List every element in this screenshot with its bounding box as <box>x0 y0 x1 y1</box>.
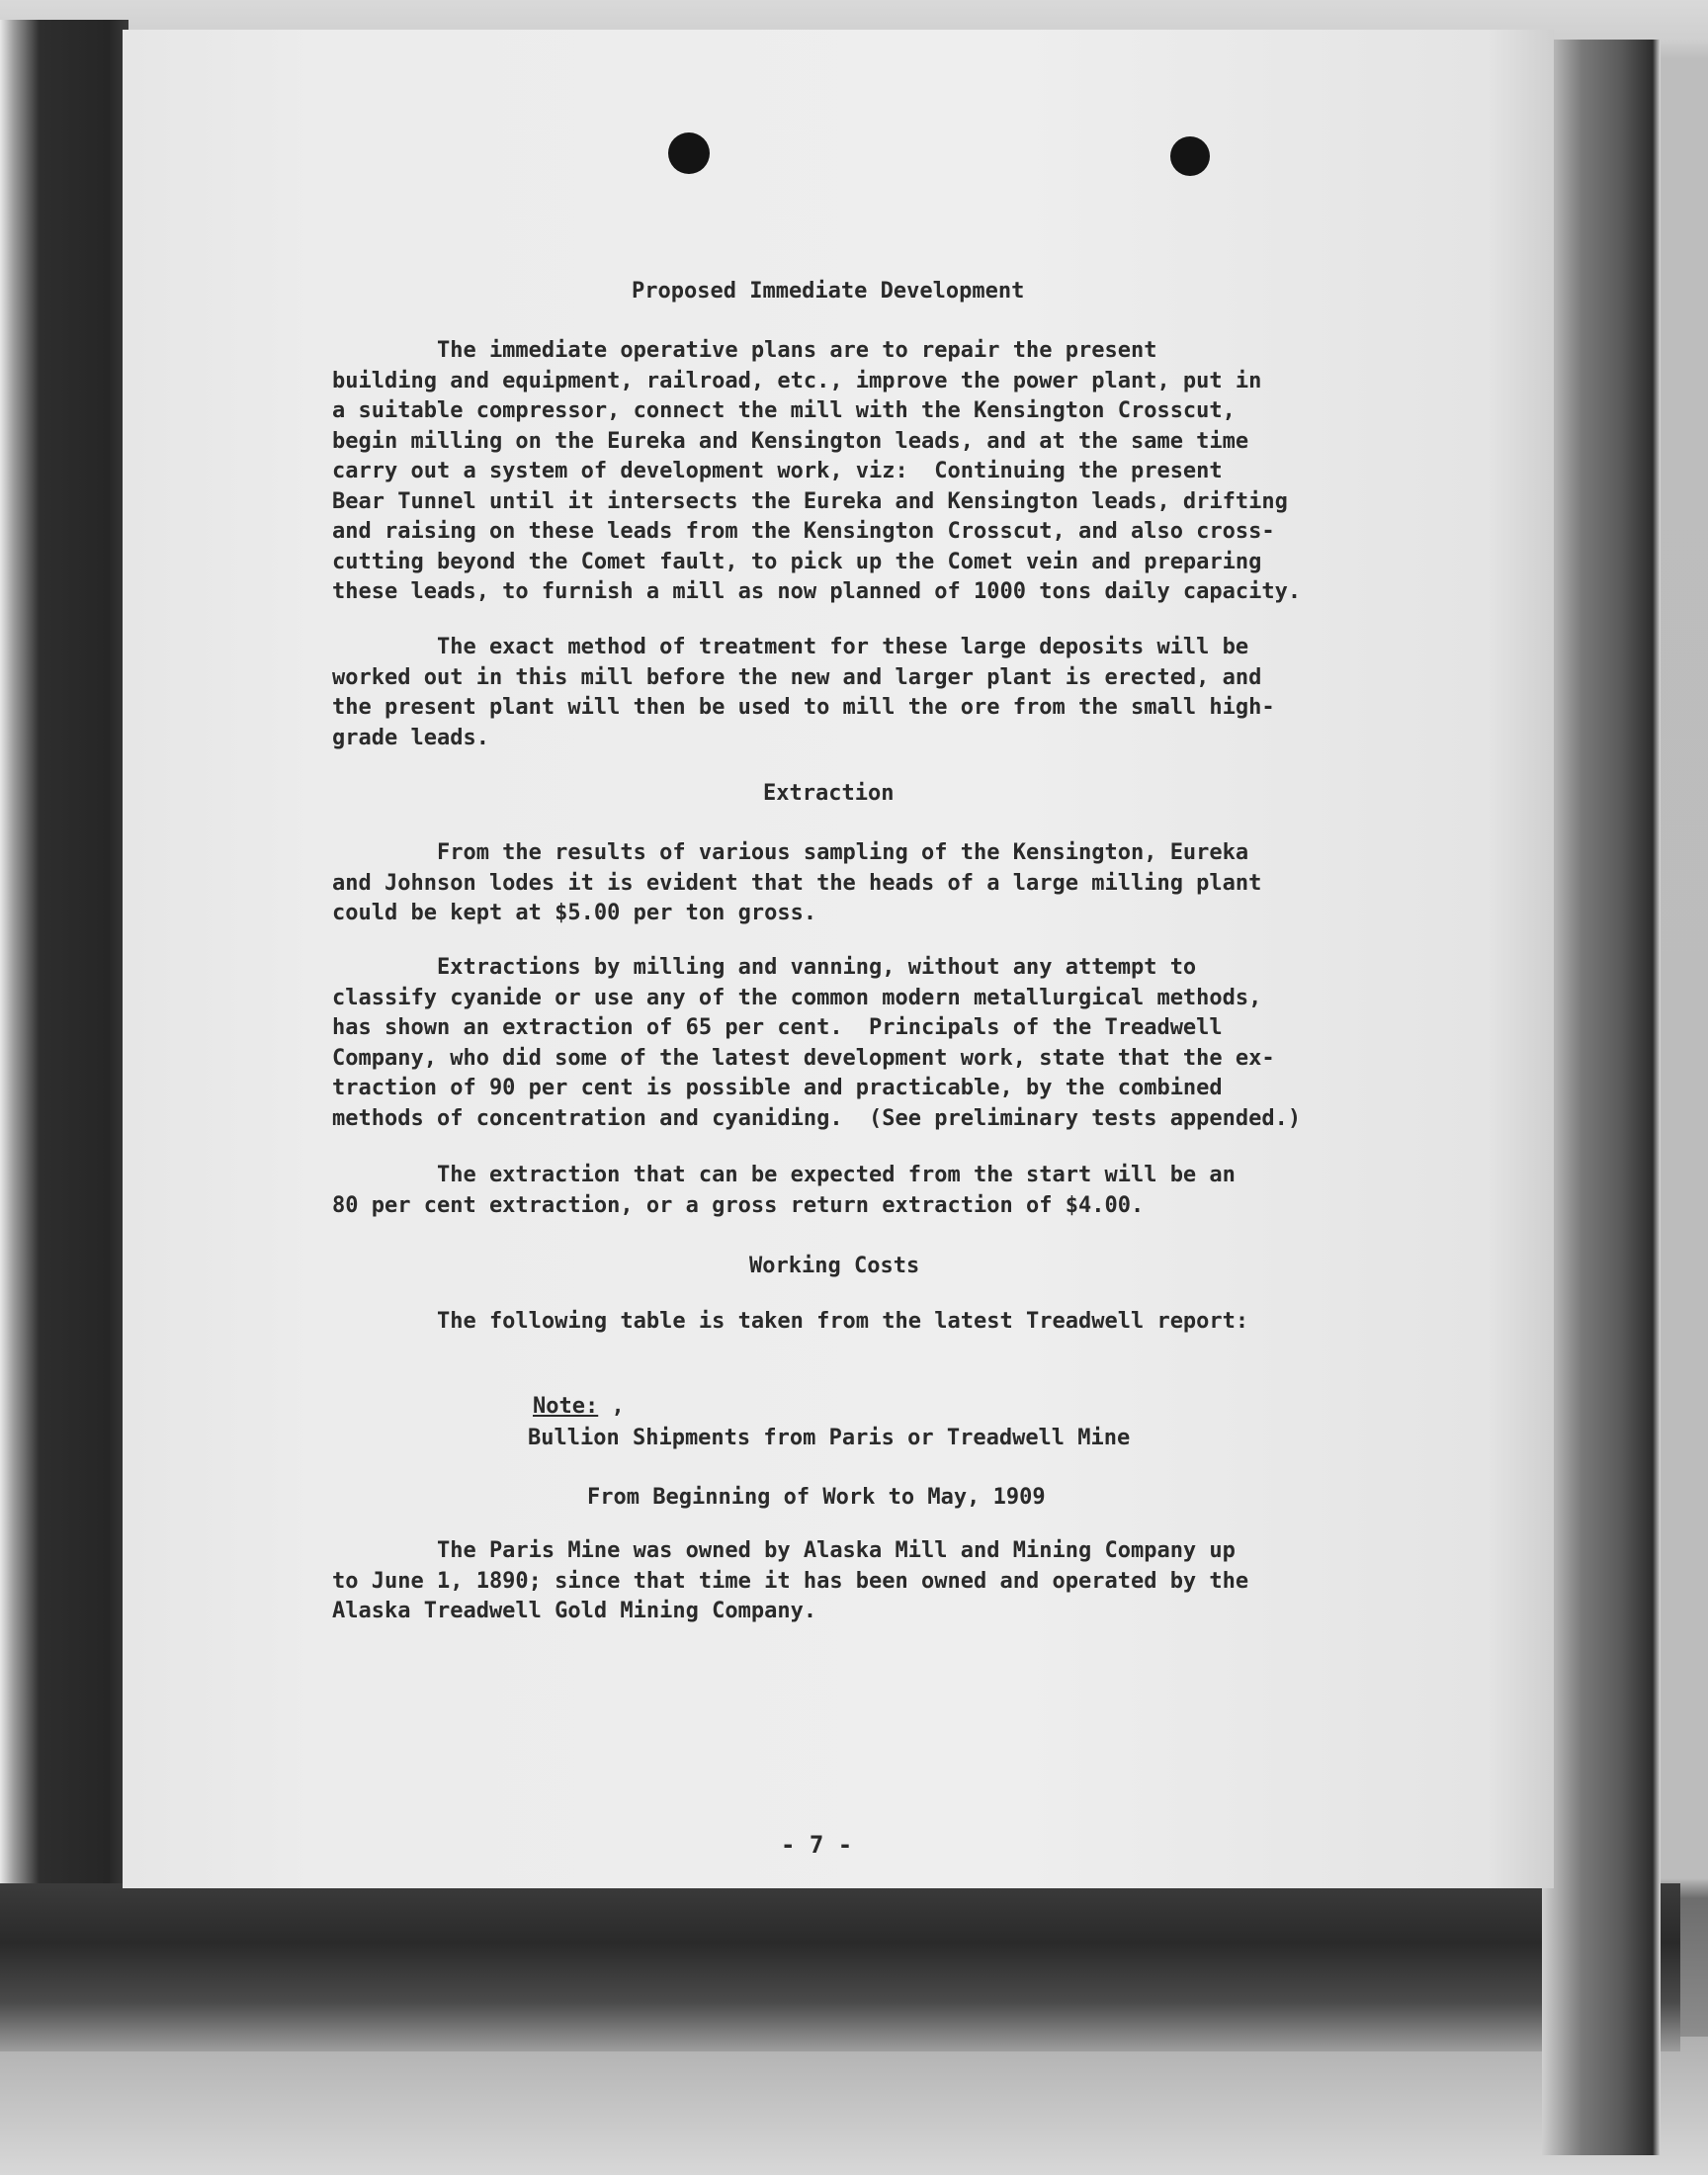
bullion-shipments-subtitle: From Beginning of Work to May, 1909 <box>587 1485 1046 1510</box>
page-number: - 7 - <box>781 1831 853 1859</box>
paragraph-sampling-results: From the results of various sampling of the Kensington, Eureka and Johnson lodes it is evident that the heads of a large milling plant could be kept at $5.00 per ton gross. <box>332 840 1262 925</box>
scanner-right-edge <box>1542 40 1661 2155</box>
note-trailing-mark: , <box>598 1394 625 1419</box>
scanner-bottom-edge <box>0 1883 1680 2051</box>
scanner-left-edge <box>0 20 128 2037</box>
heading-working-costs: Working Costs <box>749 1254 920 1278</box>
paragraph-treatment-method: The exact method of treatment for these large deposits will be worked out in this mill before the new and larger plant is erected, and the present plant will then be used to mill the ore from the small high- grade leads. <box>332 635 1275 750</box>
heading-proposed-development: Proposed Immediate Development <box>632 279 1025 304</box>
paragraph-extraction-rates: Extractions by milling and vanning, without any attempt to classify cyanide or use any of the common modern metallurgical methods, has shown an extraction of 65 per cent. Principals of the Treadwell Company, who did some of the latest development work, state that the ex- traction of 90 per cent is possible and practicable, by the combined methods of concentration and cyaniding. (See preliminary tests appended.) <box>332 955 1302 1131</box>
punch-hole-left <box>668 132 710 174</box>
note-label: Note: <box>532 1394 599 1419</box>
document-page <box>123 30 1554 1888</box>
paragraph-paris-mine: The Paris Mine was owned by Alaska Mill and Mining Company up to June 1, 1890; since that time it has been owned and operated by the Alaska Treadwell Gold Mining Company. <box>332 1538 1249 1623</box>
paragraph-expected-extraction: The extraction that can be expected from the start will be an 80 per cent extraction, or a gross return extraction of $4.00. <box>332 1163 1236 1218</box>
heading-extraction: Extraction <box>763 781 895 806</box>
bullion-shipments-title: Bullion Shipments from Paris or Treadwell Mine <box>528 1426 1131 1450</box>
paragraph-operative-plans: The immediate operative plans are to repair the present building and equipment, railroad, etc., improve the power plant, put in a suitable compressor, connect the mill with the Kensington Crosscut, begin milling on the Eureka and Kensington leads, and at the same time carry out a system of development work, viz: Continuing the present Bear Tunnel until it intersects the Eureka and Kensington leads, drifting and raising on these leads from the Kensington Crosscut, and also cross- cutting beyond the Comet fault, to pick up the Comet vein and preparing these leads, to furnish a mill as now planned of 1000 tons daily capacity. <box>332 338 1302 604</box>
punch-hole-right <box>1170 136 1210 176</box>
scanner-bottom-fade <box>0 2037 1708 2175</box>
paragraph-treadwell-table: The following table is taken from the latest Treadwell report: <box>332 1309 1249 1334</box>
